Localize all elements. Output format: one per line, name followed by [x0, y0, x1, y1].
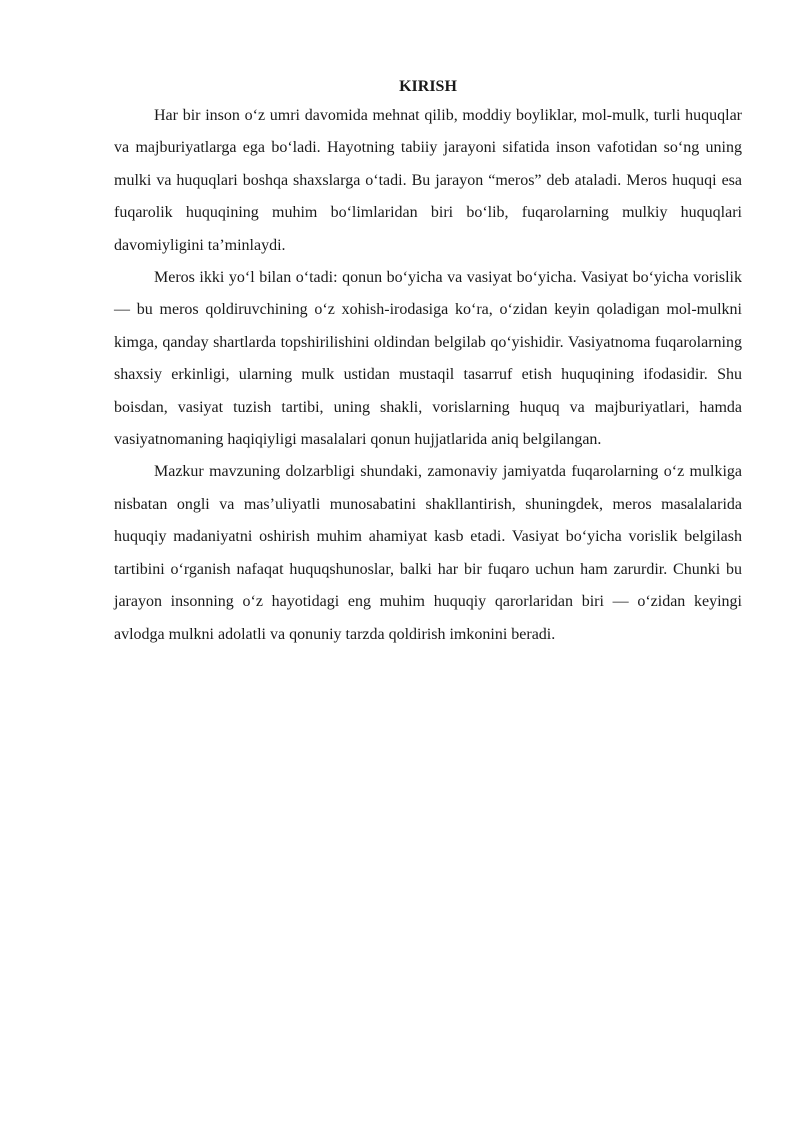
paragraph-inheritance-ways: Meros ikki yoʻl bilan oʻtadi: qonun boʻyicha va vasiyat boʻyicha. Vasiyat boʻyicha vorislik — bu meros qoldiruvchining oʻz xohish-irodasiga koʻra, oʻzidan keyin qoladigan mol-mulkni kimga, qanday shartlarda topshirilishini oldindan belgilab qoʻyishidir. Vasiyatnoma fuqarolarning shaxsiy erkinligi, ularning mulk ustidan mustaqil tasarruf etish huquqining ifodasidir. Shu boisdan, vasiyat tuzish tartibi, uning shakli, vorislarning huquq va majburiyatlari, hamda vasiyatnomaning haqiqiyligi masalalari qonun hujjatlarida aniq belgilangan.	[114, 269, 742, 449]
document-body	[114, 74, 742, 651]
paragraph-relevance: Mazkur mavzuning dolzarbligi shundaki, zamonaviy jamiyatda fuqarolarning oʻz mulkiga nisbatan ongli va masʼuliyatli munosabatini shakllantirish, shuningdek, meros masalalarida huquqiy madaniyatni oshirish muhim ahamiyat kasb etadi. Vasiyat boʻyicha vorislik belgilash tartibini oʻrganish nafaqat huquqshunoslar, balki har bir fuqaro uchun ham zarurdir. Chunki bu jarayon insonning oʻz hayotidagi eng muhim huquqiy qarorlaridan biri — oʻzidan keyingi avlodga mulkni adolatli va qonuniy tarzda qoldirish imkonini beradi.	[114, 463, 742, 643]
paragraph-intro: Har bir inson oʻz umri davomida mehnat qilib, moddiy boyliklar, mol-mulk, turli huquqlar va majburiyatlarga ega boʻladi. Hayotning tabiiy jarayoni sifatida inson vafotidan soʻng uning mulki va huquqlari boshqa shaxslarga oʻtadi. Bu jarayon “meros” deb ataladi. Meros huquqi esa fuqarolik huquqining muhim boʻlimlaridan biri boʻlib, fuqarolarning mulkiy huquqlari davomiyligini taʼminlaydi.	[114, 107, 742, 254]
section-title: KIRISH	[399, 78, 457, 95]
